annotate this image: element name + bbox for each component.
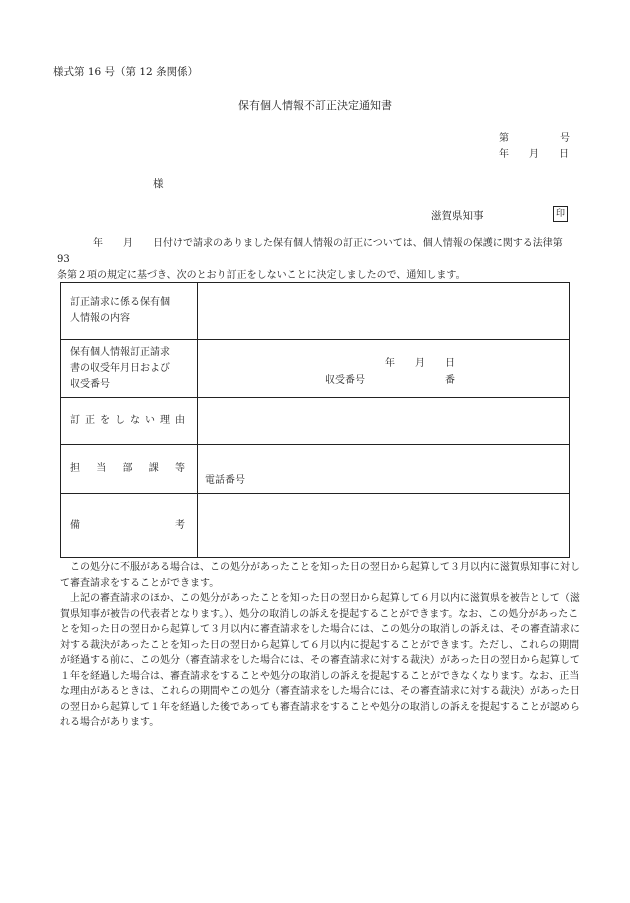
department-value[interactable]: [198, 445, 570, 494]
label-char: 正: [85, 415, 95, 426]
label-char: 担: [70, 463, 80, 474]
notes-paragraph-1: この処分に不服がある場合は、この処分があったことを知った日の翌日から起算して３月以内に滋賀県知事に対して審査請求をすることができます。: [60, 562, 580, 589]
label-char: 考: [175, 519, 185, 531]
form-number: 様式第 16 号（第 12 条関係）: [53, 66, 199, 78]
row-label-info-content: [61, 283, 198, 340]
label-line: 人情報の内容: [70, 313, 130, 324]
phone-number-label: 電話番号: [205, 475, 245, 486]
seal-stamp: 印: [553, 206, 568, 222]
date-day-label: 日: [559, 149, 569, 160]
receipt-month-label: 月: [415, 358, 425, 369]
label-char: 備: [70, 519, 80, 531]
receipt-day-label: 日: [445, 358, 455, 369]
receipt-year-label: 年: [385, 358, 395, 369]
row-label-department: [61, 445, 198, 494]
label-char: 当: [96, 463, 107, 474]
receipt-number-suffix: 番: [445, 375, 455, 386]
label-line: 訂正請求に係る保有個: [70, 297, 170, 308]
form-table: [60, 282, 570, 558]
row-label-reason: [61, 398, 198, 445]
table-row: [61, 398, 570, 445]
label-line: 収受番号: [70, 378, 110, 390]
notes-paragraph-2: 上記の審査請求のほか、この処分があったことを知った日の翌日から起算して６月以内に滋賀県を被告として（滋賀県知事が被告の代表者となります。）、処分の取消しの訴えを提起することができます。なお、この処分があったことを知った日の翌日から起算して３月以内に審査請求をした場合には、この処分の取消しの訴えは、その審査請求に対する裁決があったことを知った日の翌日から起算して６月以内に提起することができます。ただし、これらの期間が経過する前に、この処分（審査請求をした場合には、その審査請求に対する裁決）があった日の翌日から起算して１年を経過した場合は、審査請求をすることや処分の取消しの訴えを提起することができなくなります。なお、正当な理由があるときは、これらの期間やこの処分（審査請求をした場合には、その審査請求に対する裁決）があった日の翌日から起算して１年を経過した後であっても審査請求をすることや処分の取消しの訴えを提起することが認められる場合があります。: [60, 593, 580, 728]
row-label-remarks: [61, 494, 198, 558]
receipt-number-label: 収受番号: [325, 375, 365, 386]
label-char: 等: [175, 463, 185, 474]
receipt-value[interactable]: [198, 340, 570, 398]
label-line: 保有個人情報訂正請求: [70, 346, 170, 358]
intro-line-1: 年 月 日付けで請求のありました保有個人情報の訂正については、個人情報の保護に関する法律第93: [57, 238, 563, 265]
document-title: 保有個人情報不訂正決定通知書: [238, 99, 392, 112]
label-char: 部: [122, 463, 133, 474]
department-label: [70, 461, 197, 477]
reason-value[interactable]: [198, 398, 570, 445]
sender-name: 滋賀県知事: [431, 210, 484, 222]
label-char: を: [100, 415, 110, 426]
label-char: し: [115, 415, 125, 426]
remarks-label: [70, 518, 197, 534]
label-char: 由: [175, 415, 185, 426]
addressee-suffix: 様: [153, 178, 164, 190]
table-row: [61, 445, 570, 494]
date-month-label: 月: [529, 149, 539, 160]
intro-line-2: 条第２項の規定に基づき、次のとおり訂正をしないことに決定しましたので、通知します。: [57, 270, 466, 281]
info-content-value[interactable]: [198, 283, 570, 340]
doc-number-suffix: 号: [560, 133, 570, 144]
reason-label: [70, 413, 197, 429]
notes-section: [60, 560, 580, 731]
label-char: 課: [148, 463, 159, 474]
table-row: [61, 340, 570, 398]
table-row: [61, 283, 570, 340]
remarks-value[interactable]: [198, 494, 570, 558]
table-row: [61, 494, 570, 558]
label-char: 理: [160, 415, 170, 426]
intro-paragraph: [57, 236, 575, 284]
date-year-label: 年: [499, 149, 509, 160]
label-line: 書の収受年月日および: [70, 362, 170, 374]
row-label-receipt: [61, 340, 198, 398]
label-char: い: [145, 415, 155, 426]
label-char: な: [130, 415, 140, 426]
doc-number-prefix: 第: [499, 133, 509, 144]
label-char: 訂: [70, 415, 80, 426]
